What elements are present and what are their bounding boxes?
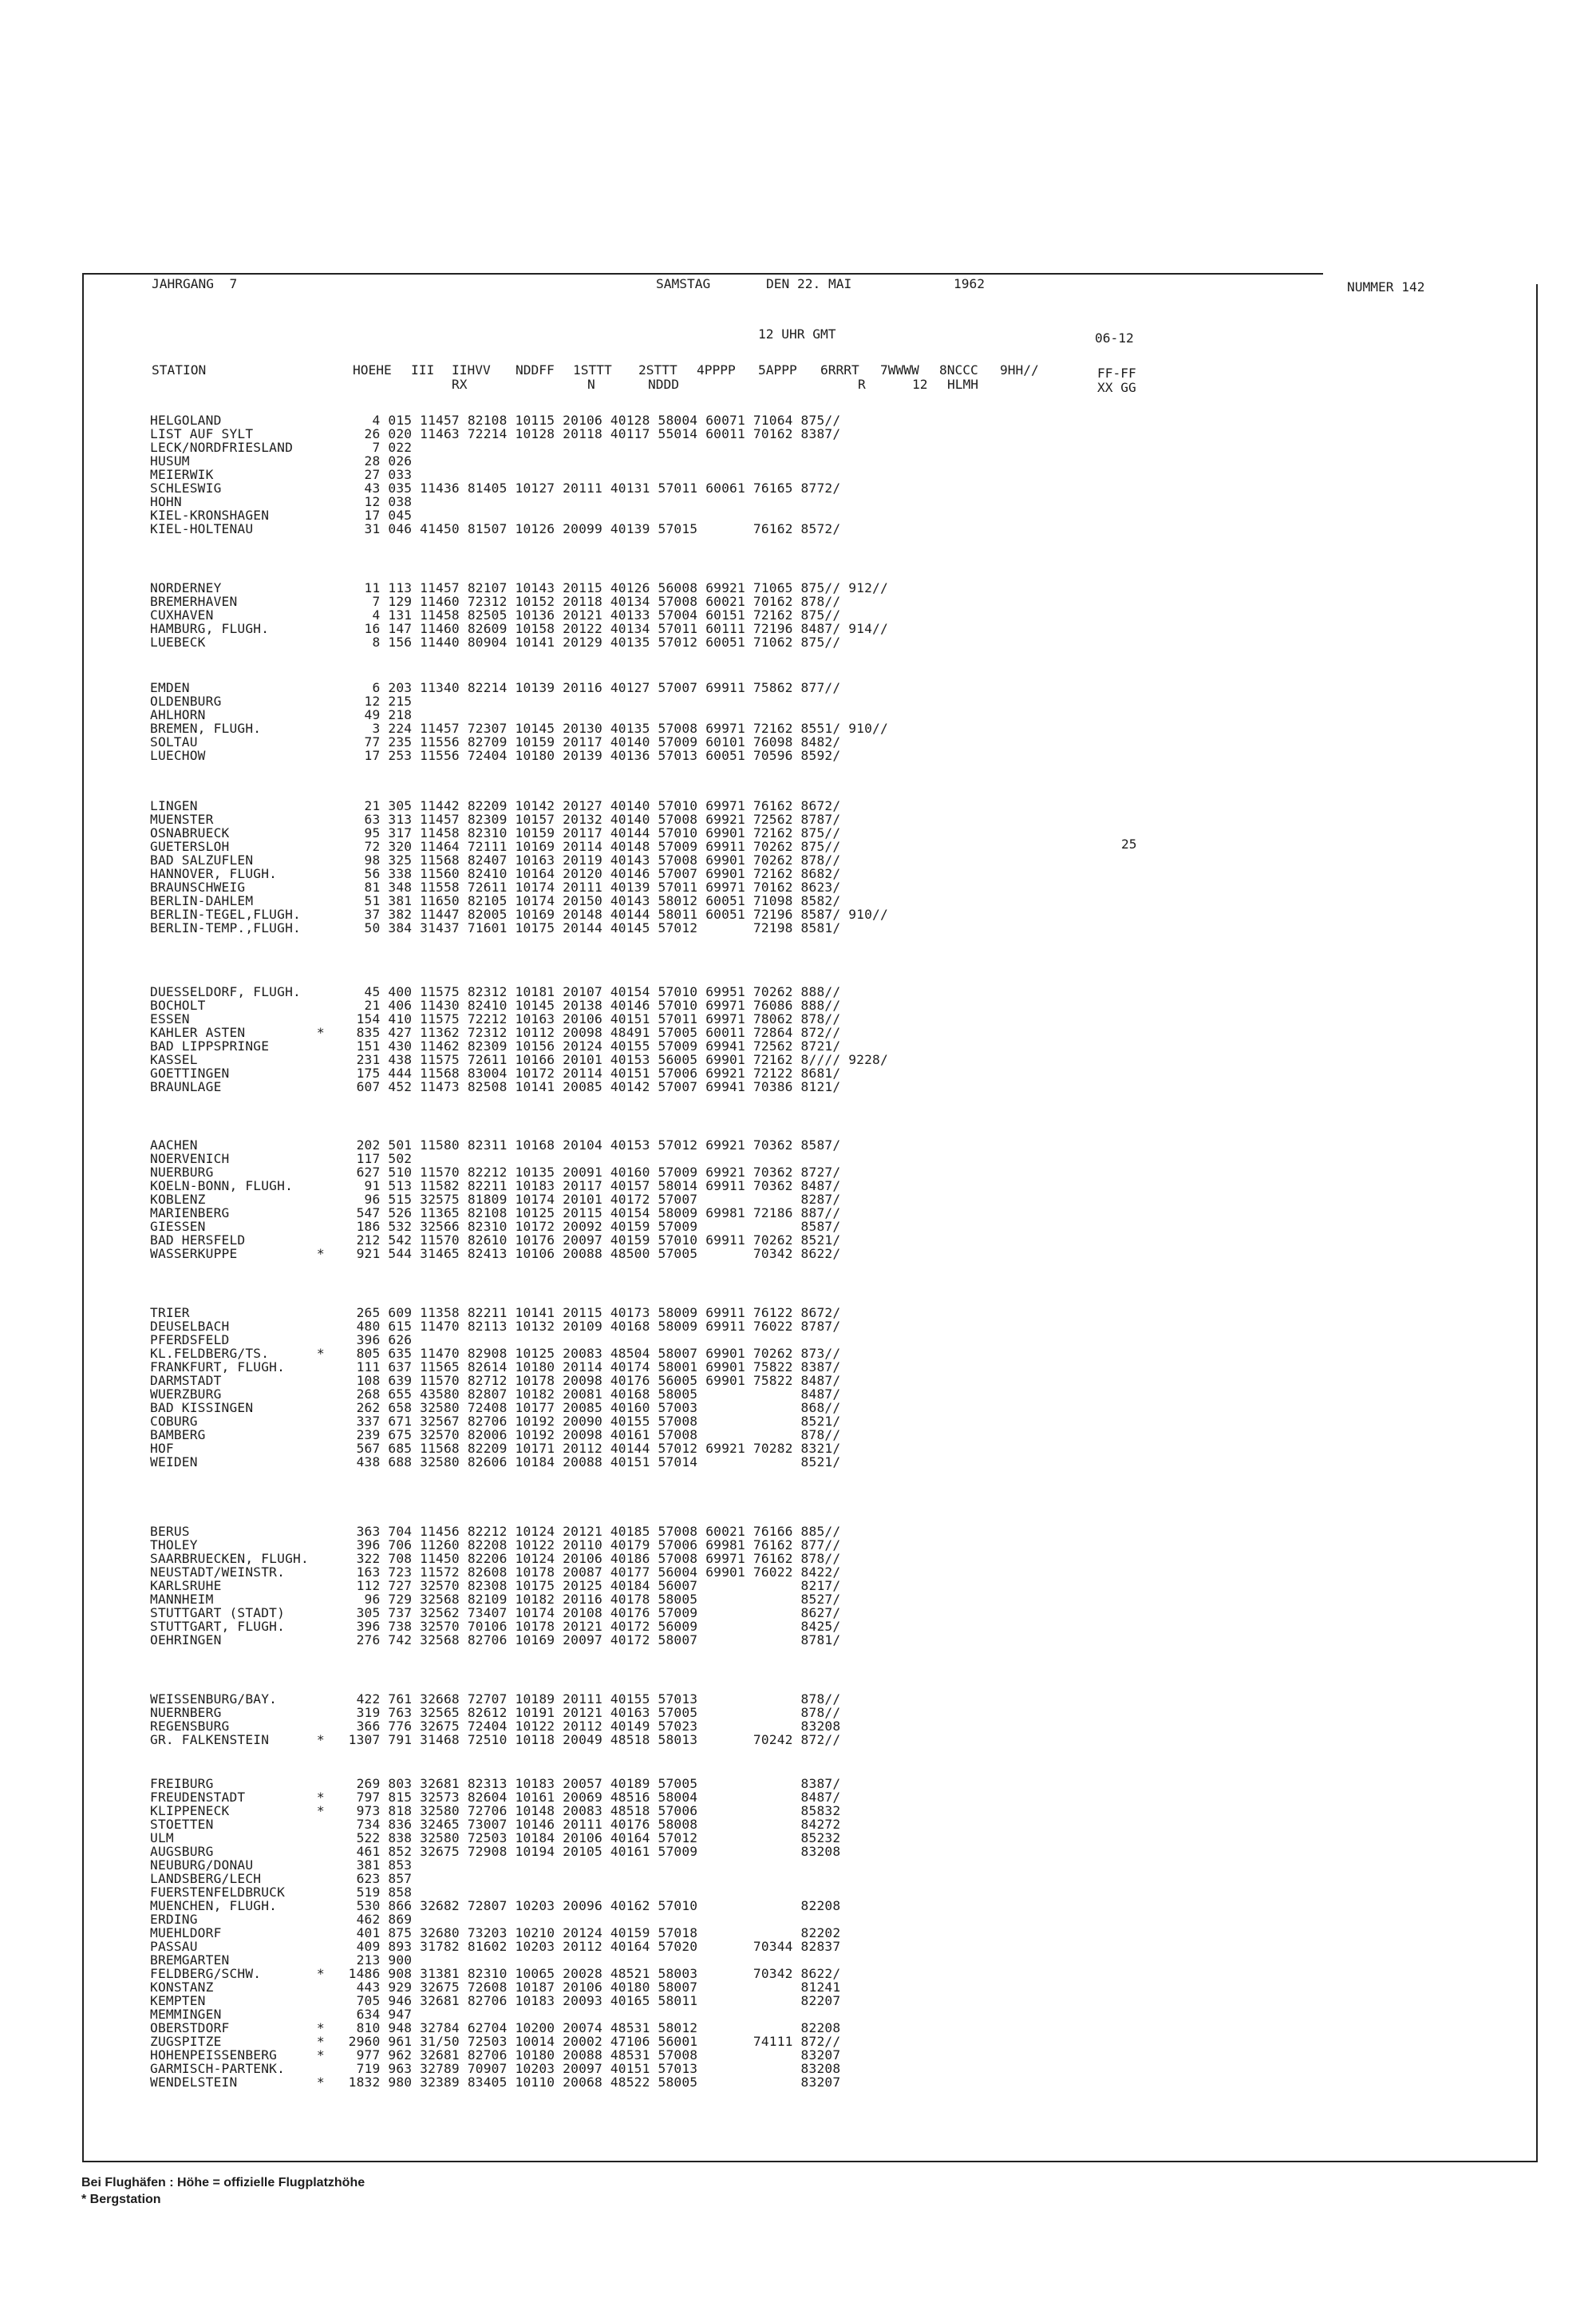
table-row: ZUGSPITZE * 2960 961 31/50 72503 10014 20002 47106 56001 74111 872// <box>150 2034 841 2049</box>
table-row: SAARBRUECKEN, FLUGH. 322 708 11450 82206 10124 20106 40186 57008 69971 76162 878// <box>150 1551 841 1566</box>
station-block-7 <box>150 1306 840 1469</box>
table-row: WENDELSTEIN * 1832 980 32389 83405 10110 20068 48522 58005 83207 <box>150 2075 841 2090</box>
table-row: BRAUNLAGE 607 452 11473 82508 10141 20085 40142 57007 69941 70386 8121/ <box>150 1079 841 1094</box>
table-row: KIEL-KRONSHAGEN 17 045 <box>150 508 413 523</box>
table-row: REGENSBURG 366 776 32675 72404 10122 20112 40149 57023 83208 <box>150 1719 841 1734</box>
table-row: STOETTEN 734 836 32465 73007 10146 20111 40176 58008 84272 <box>150 1817 841 1832</box>
table-row: AHLHORN 49 218 <box>150 707 413 722</box>
table-row: NEUSTADT/WEINSTR. 163 723 11572 82608 10178 20087 40177 56004 69901 76022 8422/ <box>150 1564 841 1580</box>
table-row: KLIPPENECK * 973 818 32580 72706 10148 20083 48518 57006 85832 <box>150 1803 841 1818</box>
table-row: MUENSTER 63 313 11457 82309 10157 20132 40140 57008 69921 72562 8787/ <box>150 812 841 827</box>
col-station: STATION <box>152 362 207 378</box>
period-label: 06-12 <box>1095 330 1134 346</box>
table-row: NUERBURG 627 510 11570 82212 10135 20091 40160 57009 69921 70362 8727/ <box>150 1165 841 1180</box>
col-nddff: NDDFF <box>516 362 555 378</box>
table-row: BREMERHAVEN 7 129 11460 72312 10152 20118 40134 57008 60021 70162 878// <box>150 594 841 609</box>
table-row: MUEHLDORF 401 875 32680 73203 10210 20124 40159 57018 82202 <box>150 1925 841 1940</box>
col-4pppp: 4PPPP <box>697 362 736 378</box>
station-block-6 <box>150 1138 840 1260</box>
table-row: CUXHAVEN 4 131 11458 82505 10136 20121 40133 57004 60151 72162 875// <box>150 607 841 623</box>
table-row: PFERDSFELD 396 626 <box>150 1332 413 1347</box>
table-row: HANNOVER, FLUGH. 56 338 11560 82410 10164 20120 40146 57007 69901 72162 8682/ <box>150 866 841 881</box>
table-row: FUERSTENFELDBRUCK 519 858 <box>150 1885 413 1900</box>
table-row: BREMGARTEN 213 900 <box>150 1952 413 1968</box>
table-row: GOETTINGEN 175 444 11568 83004 10172 20114 40151 57006 69921 72122 8681/ <box>150 1066 841 1081</box>
table-row: KL.FELDBERG/TS. * 805 635 11470 82908 10125 20083 48504 58007 69901 70262 873// <box>150 1346 841 1361</box>
table-row: PASSAU 409 893 31782 81602 10203 20112 40164 57020 70344 82837 <box>150 1939 841 1954</box>
station-block-3 <box>150 681 888 762</box>
table-row: LINGEN 21 305 11442 82209 10142 20127 40140 57010 69971 76162 8672/ <box>150 798 841 813</box>
col-9hh: 9HH// <box>1000 362 1039 378</box>
table-row: KIEL-HOLTENAU 31 046 41450 81507 10126 20099 40139 57015 76162 8572/ <box>150 521 841 536</box>
table-row: NEUBURG/DONAU 381 853 <box>150 1857 413 1873</box>
col-8nccc: 8NCCC <box>939 362 978 378</box>
table-row: HOHN 12 038 <box>150 494 413 509</box>
table-row: BAD SALZUFLEN 98 325 11568 82407 10163 20119 40143 57008 69901 70262 878// <box>150 852 841 868</box>
table-row: STUTTGART, FLUGH. 396 738 32570 70106 10178 20121 40172 56009 8425/ <box>150 1619 841 1634</box>
col-iihvv: IIHVV <box>452 362 491 378</box>
table-row: BAD KISSINGEN 262 658 32580 72408 10177 20085 40160 57003 868// <box>150 1400 841 1415</box>
table-row: DARMSTADT 108 639 11570 82712 10178 20098 40176 56005 69901 75822 8487/ <box>150 1373 841 1388</box>
col-sub-nddd: NDDD <box>648 377 679 392</box>
table-row: BRAUNSCHWEIG 81 348 11558 72611 10174 20111 40139 57011 69971 70162 8623/ <box>150 880 841 895</box>
table-row: TRIER 265 609 11358 82211 10141 20115 40173 58009 69911 76122 8672/ <box>150 1305 841 1320</box>
year-label: 1962 <box>954 276 985 291</box>
table-row: LIST AUF SYLT 26 020 11463 72214 10128 20118 40117 55014 60011 70162 8387/ <box>150 426 841 441</box>
station-block-9 <box>150 1692 840 1746</box>
table-row: FRANKFURT, FLUGH. 111 637 11565 82614 10180 20114 40174 58001 69901 75822 8387/ <box>150 1359 841 1375</box>
table-row: DEUSELBACH 480 615 11470 82113 10132 20109 40168 58009 69911 76022 8787/ <box>150 1319 841 1334</box>
col-1sttt: 1STTT <box>573 362 612 378</box>
table-row: WEISSENBURG/BAY. 422 761 32668 72707 10189 20111 40155 57013 878// <box>150 1691 841 1707</box>
station-block-4 <box>150 799 888 935</box>
table-row: KAHLER ASTEN * 835 427 11362 72312 10112 20098 48491 57005 60011 72864 872// <box>150 1025 841 1040</box>
table-row: OLDENBURG 12 215 <box>150 694 413 709</box>
jahrgang-label: JAHRGANG 7 <box>152 276 238 291</box>
table-row: GARMISCH-PARTENK. 719 963 32789 70907 10203 20097 40151 57013 83208 <box>150 2061 841 2076</box>
col-5appp: 5APPP <box>758 362 797 378</box>
col-hoehe: HOEHE <box>353 362 392 378</box>
table-row: BREMEN, FLUGH. 3 224 11457 72307 10145 20130 40135 57008 69971 72162 8551/ 910// <box>150 721 888 736</box>
table-row: WUERZBURG 268 655 43580 82807 10182 20081 40168 58005 8487/ <box>150 1386 841 1402</box>
date-label: DEN 22. MAI <box>766 276 852 291</box>
time-label: 12 UHR GMT <box>758 326 836 342</box>
table-row: HUSUM 28 026 <box>150 453 413 469</box>
table-row: KONSTANZ 443 929 32675 72608 10187 20106 40180 58007 81241 <box>150 1980 841 1995</box>
table-row: OEHRINGEN 276 742 32568 82706 10169 20097 40172 58007 8781/ <box>150 1632 841 1647</box>
table-row: BERUS 363 704 11456 82212 10124 20121 40185 57008 60021 76166 885// <box>150 1524 841 1539</box>
col-sub-xxgg: XX GG <box>1097 380 1136 395</box>
table-row: HAMBURG, FLUGH. 16 147 11460 82609 10158 20122 40134 57011 60111 72196 8487/ 914// <box>150 621 888 636</box>
table-row: BAD HERSFELD 212 542 11570 82610 10176 20097 40159 57010 69911 70262 8521/ <box>150 1232 841 1248</box>
col-7wwww: 7WWWW <box>880 362 919 378</box>
col-sub-rx: RX <box>452 377 468 392</box>
table-row: STUTTGART (STADT) 305 737 32562 73407 10174 20108 40176 57009 8627/ <box>150 1605 841 1620</box>
table-row: LECK/NORDFRIESLAND 7 022 <box>150 440 413 455</box>
footer-note-airports: Bei Flughäfen : Höhe = offizielle Flugplatzhöhe <box>81 2176 365 2189</box>
col-sub-hlmh: HLMH <box>947 377 978 392</box>
table-row: ULM 522 838 32580 72503 10184 20106 40164 57012 85232 <box>150 1830 841 1845</box>
table-row: GIESSEN 186 532 32566 82310 10172 20092 40159 57009 8587/ <box>150 1219 841 1234</box>
table-row: HOF 567 685 11568 82209 10171 20112 40144 57012 69921 70282 8321/ <box>150 1441 841 1456</box>
table-row: LUEBECK 8 156 11440 80904 10141 20129 40135 57012 60051 71062 875// <box>150 635 841 650</box>
nummer-label: NUMMER 142 <box>1347 279 1425 295</box>
col-6rrrt: 6RRRT <box>820 362 859 378</box>
table-row: MUENCHEN, FLUGH. 530 866 32682 72807 10203 20096 40162 57010 82208 <box>150 1898 841 1913</box>
table-row: KOBLENZ 96 515 32575 81809 10174 20101 40172 57007 8287/ <box>150 1192 841 1207</box>
table-row: KASSEL 231 438 11575 72611 10166 20101 40153 56005 69901 72162 8//// 9228/ <box>150 1052 888 1067</box>
table-row: BERLIN-TEGEL,FLUGH. 37 382 11447 82005 10169 20148 40144 58011 60051 72196 8587/ 910// <box>150 907 888 922</box>
table-row: NUERNBERG 319 763 32565 82612 10191 20121 40163 57005 878// <box>150 1705 841 1720</box>
table-row: LANDSBERG/LECH 623 857 <box>150 1871 413 1886</box>
table-row: DUESSELDORF, FLUGH. 45 400 11575 82312 10181 20107 40154 57010 69951 70262 888// <box>150 984 841 999</box>
table-row: AACHEN 202 501 11580 82311 10168 20104 40153 57012 69921 70362 8587/ <box>150 1137 841 1153</box>
table-row: KEMPTEN 705 946 32681 82706 10183 20093 40165 58011 82207 <box>150 1993 841 2008</box>
table-row: WEIDEN 438 688 32580 82606 10184 20088 40151 57014 8521/ <box>150 1454 841 1469</box>
col-2sttt: 2STTT <box>638 362 678 378</box>
station-block-1 <box>150 413 840 536</box>
table-row: HELGOLAND 4 015 11457 82108 10115 20106 40128 58004 60071 71064 875// <box>150 413 841 428</box>
col-sub-r: R <box>858 377 866 392</box>
table-row: BAD LIPPSPRINGE 151 430 11462 82309 10156 20124 40155 57009 69941 72562 8721/ <box>150 1038 841 1054</box>
table-row: EMDEN 6 203 11340 82214 10139 20116 40127 57007 69911 75862 877// <box>150 680 841 695</box>
station-block-10 <box>150 1777 840 2089</box>
stray-mark-25: 25 <box>1121 837 1137 852</box>
table-row: GUETERSLOH 72 320 11464 72111 10169 20114 40148 57009 69911 70262 875// <box>150 839 841 854</box>
table-row: NOERVENICH 117 502 <box>150 1151 413 1166</box>
table-row: LUECHOW 17 253 11556 72404 10180 20139 40136 57013 60051 70596 8592/ <box>150 748 841 763</box>
table-row: FELDBERG/SCHW. * 1486 908 31381 82310 10065 20028 48521 58003 70342 8622/ <box>150 1966 841 1981</box>
col-iii: III <box>411 362 435 378</box>
col-ff-ff: FF-FF <box>1097 366 1136 381</box>
frame-bottom-line <box>82 2161 1538 2162</box>
table-row: ERDING 462 869 <box>150 1912 413 1927</box>
table-row: NORDERNEY 11 113 11457 82107 10143 20115 40126 56008 69921 71065 875// 912// <box>150 580 888 595</box>
table-row: MARIENBERG 547 526 11365 82108 10125 20115 40154 58009 69981 72186 887// <box>150 1205 841 1220</box>
table-row: KOELN-BONN, FLUGH. 91 513 11582 82211 10183 20117 40157 58014 69911 70362 8487/ <box>150 1178 841 1193</box>
table-row: GR. FALKENSTEIN * 1307 791 31468 72510 10118 20049 48518 58013 70242 872// <box>150 1732 841 1747</box>
table-row: OBERSTDORF * 810 948 32784 62704 10200 20074 48531 58012 82208 <box>150 2020 841 2035</box>
table-row: THOLEY 396 706 11260 82208 10122 20110 40179 57006 69981 76162 877// <box>150 1537 841 1552</box>
table-row: ESSEN 154 410 11575 72212 10163 20106 40151 57011 69971 78062 878// <box>150 1011 841 1026</box>
table-row: SCHLESWIG 43 035 11436 81405 10127 20111 40131 57011 60061 76165 8772/ <box>150 481 841 496</box>
col-sub-n: N <box>587 377 595 392</box>
table-row: WASSERKUPPE * 921 544 31465 82413 10106 20088 48500 57005 70342 8622/ <box>150 1246 841 1261</box>
table-row: BAMBERG 239 675 32570 82006 10192 20098 40161 57008 878// <box>150 1427 841 1442</box>
table-row: MANNHEIM 96 729 32568 82109 10182 20116 40178 58005 8527/ <box>150 1592 841 1607</box>
table-row: HOHENPEISSENBERG * 977 962 32681 82706 10180 20088 48531 57008 83207 <box>150 2047 841 2063</box>
table-row: FREIBURG 269 803 32681 82313 10183 20057 40189 57005 8387/ <box>150 1776 841 1791</box>
footer-note-mountain-station: * Bergstation <box>81 2193 161 2206</box>
table-row: BERLIN-DAHLEM 51 381 11650 82105 10174 20150 40143 58012 60051 71098 8582/ <box>150 893 841 908</box>
table-row: MEMMINGEN 634 947 <box>150 2007 413 2022</box>
table-row: AUGSBURG 461 852 32675 72908 10194 20105 40161 57009 83208 <box>150 1844 841 1859</box>
day-label: SAMSTAG <box>656 276 711 291</box>
station-block-5 <box>150 985 888 1094</box>
table-row: FREUDENSTADT * 797 815 32573 82604 10161 20069 48516 58004 8487/ <box>150 1790 841 1805</box>
table-row: OSNABRUECK 95 317 11458 82310 10159 20117 40144 57010 69901 72162 875// <box>150 825 841 841</box>
table-row: KARLSRUHE 112 727 32570 82308 10175 20125 40184 56007 8217/ <box>150 1578 841 1593</box>
table-row: COBURG 337 671 32567 82706 10192 20090 40155 57008 8521/ <box>150 1414 841 1429</box>
col-sub-12: 12 <box>912 377 928 392</box>
station-block-8 <box>150 1525 840 1647</box>
table-row: BOCHOLT 21 406 11430 82410 10145 20138 40146 57010 69971 76086 888// <box>150 998 841 1013</box>
station-block-2 <box>150 581 888 649</box>
table-row: MEIERWIK 27 033 <box>150 467 413 482</box>
table-row: BERLIN-TEMP.,FLUGH. 50 384 31437 71601 10175 20144 40145 57012 72198 8581/ <box>150 920 841 935</box>
table-row: SOLTAU 77 235 11556 82709 10159 20117 40140 57009 60101 76098 8482/ <box>150 734 841 750</box>
